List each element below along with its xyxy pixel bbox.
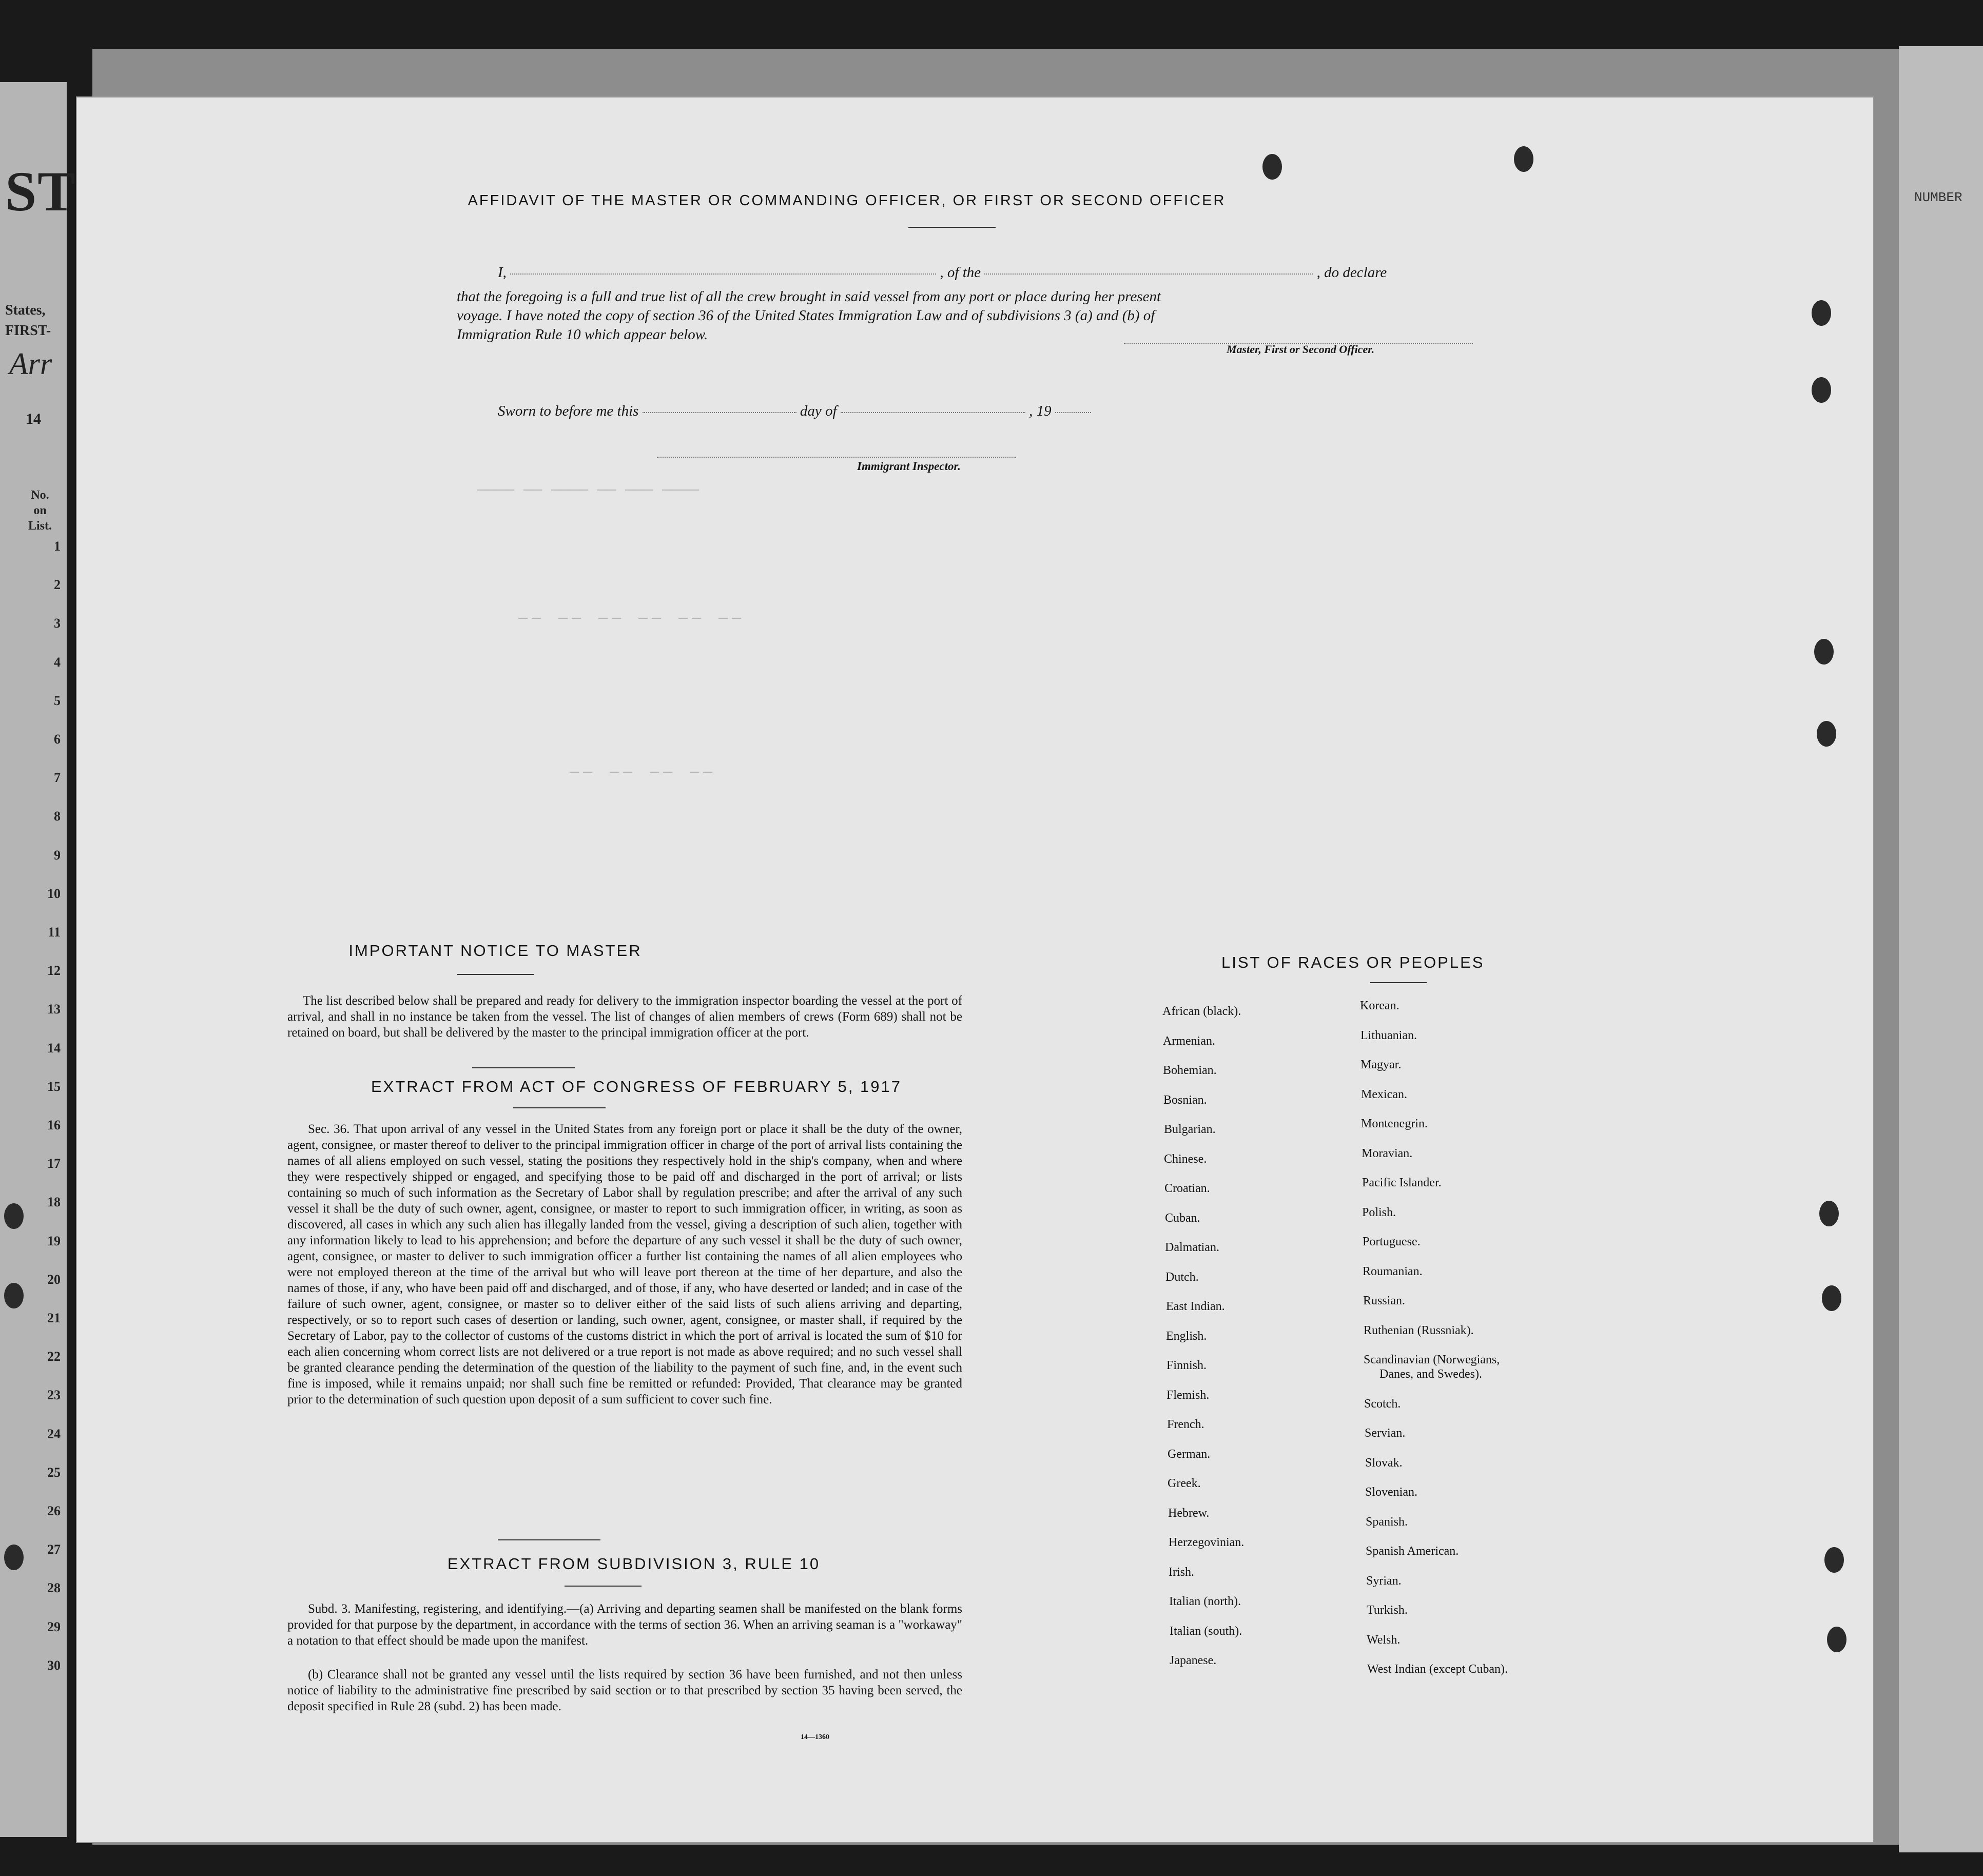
- row-number: 11: [48, 925, 61, 940]
- race-item: Chinese.: [1164, 1152, 1207, 1166]
- race-item: Slovak.: [1365, 1456, 1403, 1470]
- race-item: Greek.: [1168, 1477, 1201, 1490]
- races-underline: [1370, 982, 1427, 983]
- row-number: 10: [47, 886, 61, 901]
- race-item: Scandinavian (Norwegians,: [1364, 1353, 1500, 1366]
- race-item: Bohemian.: [1163, 1064, 1217, 1077]
- race-item: West Indian (except Cuban).: [1367, 1663, 1508, 1676]
- race-item: French.: [1167, 1418, 1204, 1431]
- race-item: Dalmatian.: [1165, 1241, 1219, 1254]
- race-item: Japanese.: [1170, 1654, 1217, 1667]
- punch-hole: [4, 1283, 24, 1308]
- row-number: 18: [47, 1195, 61, 1209]
- row-number: 9: [54, 848, 61, 863]
- race-item: Herzegovinian.: [1169, 1536, 1245, 1549]
- row-number: 21: [47, 1311, 61, 1325]
- inspector-signature-line[interactable]: [657, 457, 1016, 458]
- states-line: States, FIRST-: [5, 302, 51, 339]
- race-item: Scotch.: [1364, 1397, 1401, 1411]
- row-number: 16: [47, 1118, 61, 1132]
- race-item: Spanish American.: [1366, 1545, 1459, 1558]
- race-item: Syrian.: [1366, 1574, 1402, 1588]
- race-item: Turkish.: [1367, 1604, 1408, 1617]
- race-item: Danes, and Swedes).: [1379, 1367, 1482, 1381]
- section-divider: [472, 1067, 575, 1068]
- act-extract-title: EXTRACT FROM ACT OF CONGRESS OF FEBRUARY 5, 1917: [371, 1078, 902, 1096]
- affidavit-title: AFFIDAVIT OF THE MASTER OR COMMANDING OFFICER, OR FIRST OR SECOND OFFICER: [468, 192, 1226, 209]
- punch-hole: [1812, 300, 1831, 326]
- name-blank[interactable]: [510, 273, 936, 275]
- race-item: Mexican.: [1361, 1088, 1407, 1101]
- race-item: African (black).: [1162, 1005, 1241, 1018]
- race-item: Montenegrin.: [1361, 1117, 1428, 1130]
- row-number: 1: [54, 539, 61, 554]
- row-number: 7: [54, 770, 61, 785]
- race-item: Pacific Islander.: [1362, 1176, 1442, 1189]
- show-through-text: ──── ── ──── ── ─── ────: [477, 482, 699, 500]
- act-extract-text: Sec. 36. That upon arrival of any vessel in the United States from any foreign port or place it shall be the duty of the owner, agent, consignee, or master thereof to deliver to the principal immigration officer in charge of the port of arrival lists containing the names of all aliens employed on such vessel, stating the positions they respectively hold in the ship's company, when and where they were respectively shipped or engaged, and specifying those to be paid off and discharged in the port of arrival; or lists containing so much of such information as the Secretary of Labor shall by regulation prescribe; and after the arrival of any such vessel it shall be the duty of such owner, agent, consignee, or master to report to such immigration officer, in writing, as soon as discovered, all cases in which any such alien has illegally landed from the vessel, giving a description of such alien, together with any information likely to lead to his apprehension; and before the departure of any such vessel it shall be the duty of such owner, agent, consignee, or master to deliver to such immigration officer a further list containing the names of all alien employees who were not employed thereon at the time of the arrival but who will leave port thereon at the time of her departure, and also the names of those, if any, who have been paid off and discharged, and of those, if any, who have deserted or landed; and in case of the failure of such owner, agent, consignee, or master so to deliver either of the said lists of such aliens arriving and departing, respectively, or so to report such cases of desertion or landing, such owner, agent, consignee, or master shall, if required by the Secretary of Labor, pay to the collector of customs of the customs district in which the port of arrival is located the sum of $10 for each alien concerning whom correct lists are not delivered or a true report is not made as above required; and no such vessel shall be granted clearance pending the determination of the question of the liability to the payment of such fine, and, in the event such fine is imposed, while it remains unpaid; nor shall such fine be remitted or refunded: Provided, That clearance may be granted prior to the determination of such question upon deposit of a sum sufficient to cover such fine.: [287, 1122, 962, 1406]
- title-underline: [908, 227, 996, 228]
- race-item: Italian (north).: [1169, 1595, 1241, 1608]
- form-number: 14—1360: [801, 1733, 829, 1741]
- affidavit-line-1: I, , of the , do declare: [498, 264, 1387, 281]
- inspector-label: Immigrant Inspector.: [857, 460, 961, 473]
- race-item: Servian.: [1365, 1426, 1406, 1440]
- punch-hole: [1827, 1627, 1846, 1652]
- punch-hole: [1814, 639, 1834, 665]
- notice-underline: [457, 974, 534, 975]
- left-edge-sheet: [0, 82, 76, 1837]
- race-item: Flemish.: [1167, 1389, 1210, 1402]
- punch-hole: [1262, 154, 1282, 180]
- row-number: 17: [47, 1156, 61, 1171]
- row-number: 8: [54, 809, 61, 824]
- row-number: 23: [47, 1388, 61, 1402]
- race-item: Slovenian.: [1365, 1486, 1417, 1499]
- affidavit-body: that the foregoing is a full and true list of all the crew brought in said vessel from any port or place during her present voyage. I have noted the copy of section 36 of the United States Immigration Law and of subdivisions 3 (a) and (b) of Immigration Rule 10 which appear below.: [457, 288, 1161, 343]
- race-item: Finnish.: [1167, 1359, 1207, 1372]
- sheet-heading-fragment: ST: [5, 160, 76, 223]
- affidavit-page: [77, 97, 1873, 1842]
- vessel-blank[interactable]: [984, 273, 1313, 275]
- row-number: 26: [47, 1503, 61, 1518]
- row-number: 5: [54, 693, 61, 708]
- race-item: Lithuanian.: [1360, 1029, 1417, 1042]
- row-number: 6: [54, 732, 61, 747]
- row-number: 28: [47, 1580, 61, 1595]
- column-number: 14: [26, 411, 41, 427]
- act-underline: [513, 1107, 606, 1108]
- notice-text: The list described below shall be prepared and ready for delivery to the immigration inspector boarding the vessel at the port of arrival, and shall in no instance be taken from the vessel. The list of changes of alien members of crews (Form 689) shall not be retained on board, but shall be delivered by the master to the principal immigration officer at the port.: [287, 994, 962, 1040]
- notice-title: IMPORTANT NOTICE TO MASTER: [348, 942, 642, 960]
- row-number: 22: [47, 1349, 61, 1364]
- row-number: 25: [47, 1465, 61, 1480]
- section-divider: [498, 1539, 600, 1540]
- race-item: Ruthenian (Russniak).: [1364, 1324, 1474, 1337]
- punch-hole: [1514, 146, 1533, 172]
- punch-hole: [4, 1203, 24, 1229]
- rule-para-b: (b) Clearance shall not be granted any vessel until the lists required by section 36 have been furnished, and not then unless notice of liability to the administrative fine prescribed by said section or to that prescribed by section 35 having been served, the deposit specified in Rule 28 (subd. 2) has been made.: [287, 1668, 962, 1713]
- row-number: 24: [47, 1426, 61, 1441]
- row-number: 3: [54, 616, 61, 631]
- rule-underline: [565, 1586, 641, 1587]
- punch-hole: [1817, 721, 1836, 747]
- race-item: Italian (south).: [1170, 1625, 1242, 1638]
- rule-extract-title: EXTRACT FROM SUBDIVISION 3, RULE 10: [447, 1555, 821, 1573]
- race-item: Roumanian.: [1363, 1265, 1423, 1278]
- show-through-text: ── ── ── ──: [570, 765, 717, 782]
- race-item: Croatian.: [1164, 1182, 1210, 1195]
- race-item: Magyar.: [1360, 1058, 1402, 1071]
- race-item: Russian.: [1363, 1294, 1406, 1307]
- sworn-line: Sworn to before me this day of , 19: [498, 403, 1091, 420]
- race-item: German.: [1168, 1448, 1211, 1461]
- punch-hole: [1819, 1201, 1839, 1226]
- day-blank[interactable]: [643, 412, 796, 413]
- show-through-text: ── ── ── ── ── ──: [518, 611, 746, 628]
- race-item: Dutch.: [1165, 1271, 1199, 1284]
- race-item: Bulgarian.: [1164, 1123, 1216, 1136]
- row-number: 4: [54, 655, 61, 670]
- race-item: Spanish.: [1366, 1515, 1408, 1529]
- signature-label: Master, First or Second Officer.: [1227, 343, 1375, 356]
- row-number: 15: [47, 1079, 61, 1094]
- race-item: Korean.: [1360, 999, 1399, 1012]
- month-blank[interactable]: [841, 412, 1025, 413]
- row-number: 29: [47, 1619, 61, 1634]
- right-edge-sheet: [1899, 46, 1983, 1852]
- row-number: 30: [47, 1658, 61, 1673]
- race-item: Welsh.: [1367, 1633, 1401, 1647]
- arrival-fragment: Arr: [9, 347, 52, 381]
- race-item: English.: [1166, 1330, 1207, 1343]
- punch-hole: [1824, 1547, 1844, 1573]
- race-item: Irish.: [1169, 1566, 1194, 1579]
- rule-para-a: Subd. 3. Manifesting, registering, and identifying.—(a) Arriving and departing seamen shall be manifested on the blank forms provided for that purpose by the department, in accordance with the terms of section 36. When an arriving seaman is a "workaway" a notation to that effect should be made upon the manifest.: [287, 1602, 962, 1648]
- race-item: Portuguese.: [1363, 1235, 1421, 1248]
- races-title: LIST OF RACES OR PEOPLES: [1221, 953, 1485, 971]
- race-item: Hebrew.: [1168, 1507, 1210, 1520]
- row-number: 14: [47, 1041, 61, 1056]
- punch-hole: [1822, 1285, 1841, 1311]
- row-number: 12: [47, 963, 61, 978]
- race-item: Bosnian.: [1163, 1093, 1207, 1107]
- race-item: Armenian.: [1163, 1034, 1215, 1048]
- punch-hole: [1812, 377, 1831, 403]
- race-item: Moravian.: [1362, 1147, 1413, 1160]
- row-number: 2: [54, 577, 61, 592]
- race-item: Polish.: [1362, 1206, 1396, 1219]
- no-on-list-header: No. on List.: [28, 488, 52, 533]
- number-column-label: NUMBER: [1914, 190, 1962, 205]
- row-number: 27: [47, 1542, 61, 1557]
- punch-hole: [4, 1545, 24, 1570]
- row-number: 19: [47, 1234, 61, 1248]
- year-blank[interactable]: [1055, 412, 1091, 413]
- row-number: 20: [47, 1272, 61, 1287]
- race-item: Cuban.: [1165, 1211, 1200, 1225]
- row-number: 13: [47, 1002, 61, 1017]
- race-item: East Indian.: [1166, 1300, 1225, 1313]
